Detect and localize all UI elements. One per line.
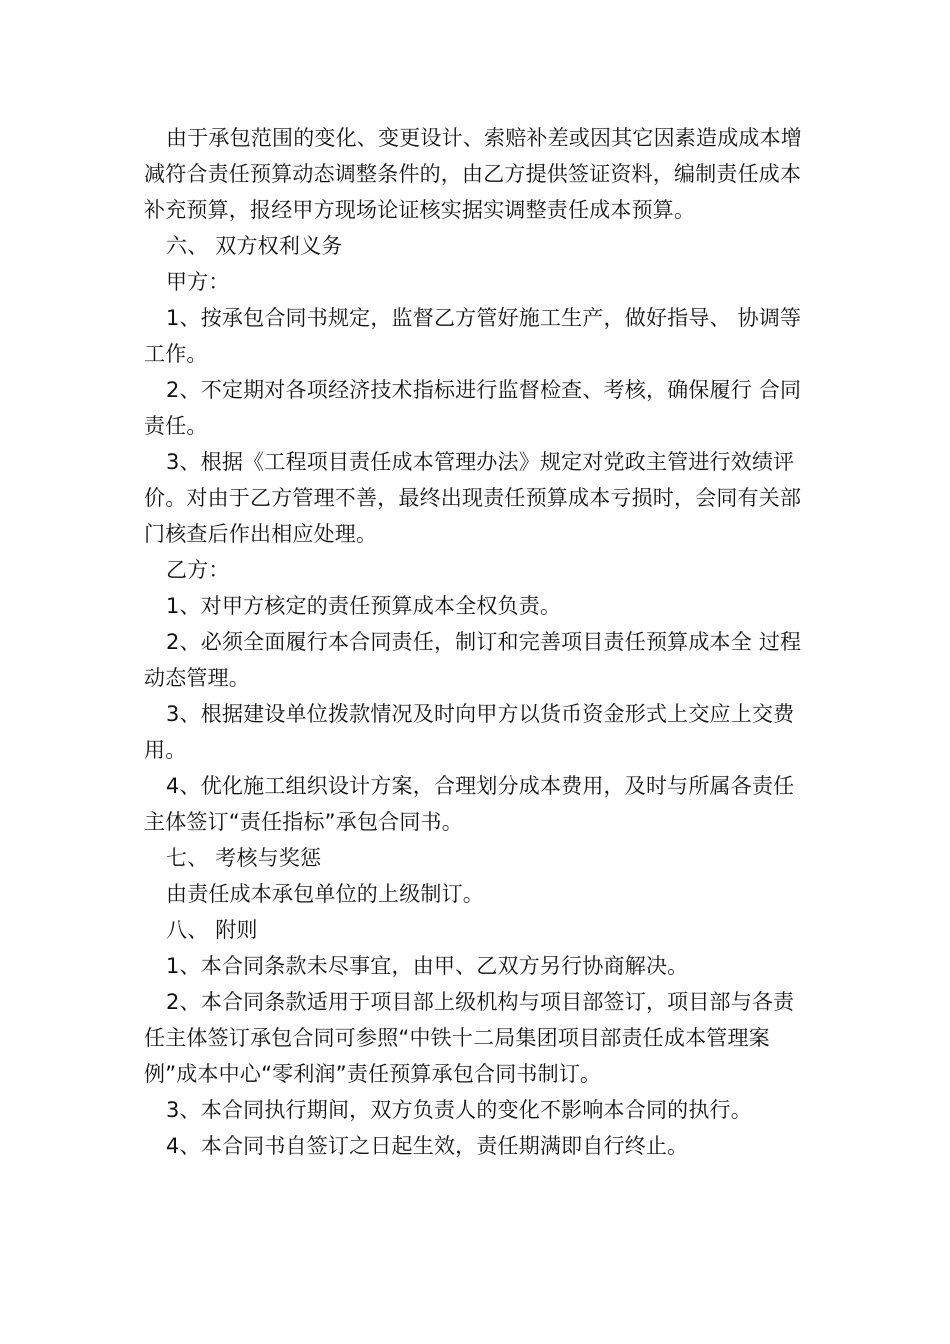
section-heading-assessment: 七、 考核与奖惩 <box>166 846 322 870</box>
party-a-item-1: 1、按承包合同书规定，监督乙方管好施工生产，做好指导、 协调等工作。 <box>144 306 802 366</box>
supplementary-item-3: 3、本合同执行期间，双方负责人的变化不影响本合同的执行。 <box>166 1098 752 1122</box>
party-b-item-4: 4、优化施工组织设计方案，合理划分成本费用，及时与所属各责任主体签订“责任指标”承包合同书。 <box>144 774 795 834</box>
paragraph-cost-adjustment: 由于承包范围的变化、变更设计、索赔补差或因其它因素造成成本增减符合责任预算动态调整条件的，由乙方提供签证资料，编制责任成本补充预算，报经甲方现场论证核实据实调整责任成本预算。 <box>144 126 802 222</box>
supplementary-item-4: 4、本合同书自签订之日起生效，责任期满即自行终止。 <box>166 1134 689 1158</box>
party-a-item-2: 2、不定期对各项经济技术指标进行监督检查、考核，确保履行 合同责任。 <box>144 378 802 438</box>
supplementary-item-1: 1、本合同条款未尽事宜，由甲、乙双方另行协商解决。 <box>166 954 689 978</box>
party-b-item-1: 1、对甲方核定的责任预算成本全权负责。 <box>166 594 562 618</box>
assessment-text: 由责任成本承包单位的上级制订。 <box>166 882 484 906</box>
party-a-item-3: 3、根据《工程项目责任成本管理办法》规定对党政主管进行效绩评价。对由于乙方管理不善，最终出现责任预算成本亏损时，会同有关部门核查后作出相应处理。 <box>144 450 802 546</box>
party-b-item-2: 2、必须全面履行本合同责任，制订和完善项目责任预算成本全 过程动态管理。 <box>144 630 802 690</box>
section-heading-rights-obligations: 六、 双方权利义务 <box>166 234 343 258</box>
party-b-label: 乙方： <box>166 558 230 582</box>
party-a-label: 甲方： <box>166 270 230 294</box>
document-body <box>144 120 812 1164</box>
party-b-item-3: 3、根据建设单位拨款情况及时向甲方以货币资金形式上交应上交费用。 <box>144 702 795 762</box>
section-heading-supplementary: 八、 附则 <box>166 918 258 942</box>
supplementary-item-2: 2、本合同条款适用于项目部上级机构与项目部签订，项目部与各责任主体签订承包合同可参照“中铁十二局集团项目部责任成本管理案例”成本中心“零利润”责任预算承包合同书制订。 <box>144 990 795 1086</box>
